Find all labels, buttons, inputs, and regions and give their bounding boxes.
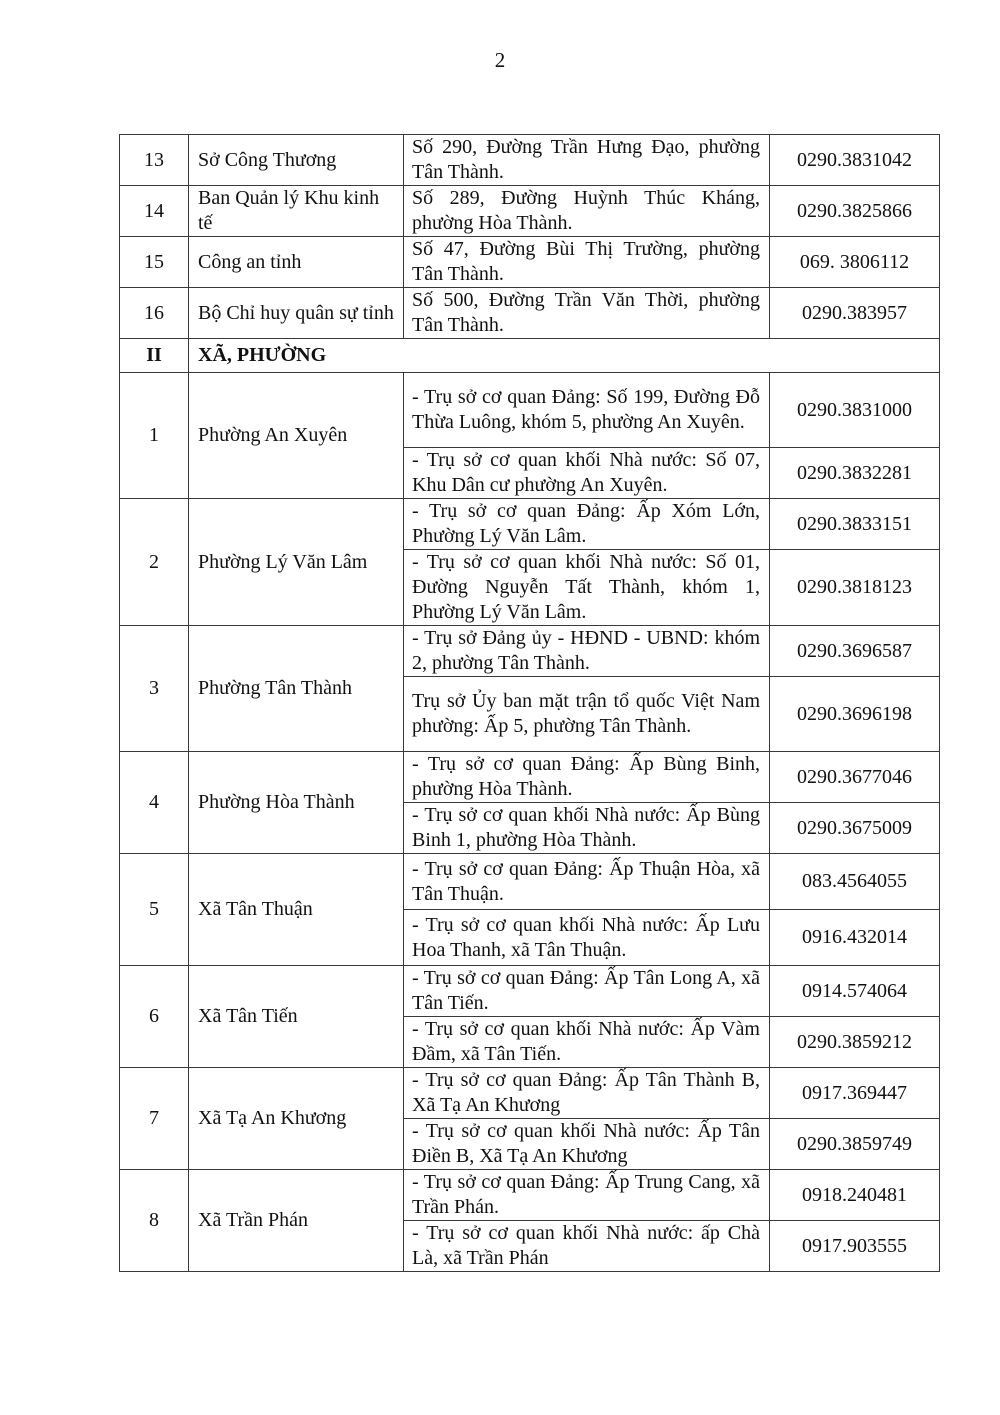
office-address: - Trụ sở cơ quan Đảng: Ấp Bùng Binh, phường Hòa Thành. (404, 752, 770, 803)
office-address: Trụ sở Ủy ban mặt trận tổ quốc Việt Nam phường: Ấp 5, phường Tân Thành. (404, 677, 770, 752)
office-address: - Trụ sở cơ quan Đảng: Ấp Tân Thành B, Xã Tạ An Khương (404, 1068, 770, 1119)
office-address: - Trụ sở cơ quan khối Nhà nước: Số 01, Đường Nguyễn Tất Thành, khóm 1, Phường Lý Văn Lâm. (404, 550, 770, 626)
office-phone: 0290.3675009 (770, 803, 940, 854)
office-phone: 0290.3859749 (770, 1119, 940, 1170)
agency-name: Công an tỉnh (189, 237, 404, 288)
unit-name: Phường Tân Thành (189, 626, 404, 752)
page-number: 2 (494, 48, 506, 72)
office-phone: 0918.240481 (770, 1170, 940, 1221)
table-row (120, 237, 940, 288)
office-address: - Trụ sở cơ quan khối Nhà nước: ấp Chà Là, xã Trần Phán (404, 1221, 770, 1272)
unit-name: Phường An Xuyên (189, 373, 404, 499)
agency-phone: 0290.3825866 (770, 186, 940, 237)
table-row (120, 752, 940, 803)
table-row (120, 1170, 940, 1221)
unit-name: Xã Tạ An Khương (189, 1068, 404, 1170)
row-number: 13 (120, 135, 189, 186)
office-phone: 0290.3859212 (770, 1017, 940, 1068)
agency-phone: 069. 3806112 (770, 237, 940, 288)
unit-number: 7 (120, 1068, 189, 1170)
table-row (120, 499, 940, 550)
office-phone: 0290.3832281 (770, 448, 940, 499)
agency-address-table (119, 134, 940, 1272)
unit-name: Xã Tân Tiến (189, 966, 404, 1068)
table-row (120, 373, 940, 448)
office-phone: 0290.3831000 (770, 373, 940, 448)
table-row (120, 186, 940, 237)
office-address: - Trụ sở cơ quan Đảng: Ấp Trung Cang, xã Trần Phán. (404, 1170, 770, 1221)
unit-number: 2 (120, 499, 189, 626)
unit-number: 5 (120, 854, 189, 966)
office-address: - Trụ sở cơ quan Đảng: Ấp Tân Long A, xã Tân Tiến. (404, 966, 770, 1017)
agency-address: Số 47, Đường Bùi Thị Trường, phường Tân Thành. (404, 237, 770, 288)
office-address: - Trụ sở cơ quan khối Nhà nước: Ấp Lưu Hoa Thanh, xã Tân Thuận. (404, 910, 770, 966)
agency-address: Số 290, Đường Trần Hưng Đạo, phường Tân Thành. (404, 135, 770, 186)
office-phone: 083.4564055 (770, 854, 940, 910)
office-address: - Trụ sở cơ quan khối Nhà nước: Số 07, Khu Dân cư phường An Xuyên. (404, 448, 770, 499)
office-address: - Trụ sở cơ quan Đảng: Ấp Thuận Hòa, xã Tân Thuận. (404, 854, 770, 910)
table-row (120, 626, 940, 677)
office-address: - Trụ sở cơ quan khối Nhà nước: Ấp Tân Điền B, Xã Tạ An Khương (404, 1119, 770, 1170)
office-phone: 0290.3696198 (770, 677, 940, 752)
office-phone: 0290.3677046 (770, 752, 940, 803)
agency-name: Bộ Chỉ huy quân sự tỉnh (189, 288, 404, 339)
unit-number: 3 (120, 626, 189, 752)
unit-number: 8 (120, 1170, 189, 1272)
office-phone: 0914.574064 (770, 966, 940, 1017)
agency-address: Số 289, Đường Huỳnh Thúc Kháng, phường Hòa Thành. (404, 186, 770, 237)
office-phone: 0290.3833151 (770, 499, 940, 550)
unit-number: 1 (120, 373, 189, 499)
office-address: - Trụ sở cơ quan Đảng: Ấp Xóm Lớn, Phường Lý Văn Lâm. (404, 499, 770, 550)
row-number: 16 (120, 288, 189, 339)
section-title: XÃ, PHƯỜNG (189, 339, 940, 373)
section-header-row (120, 339, 940, 373)
section-numeral: II (120, 339, 189, 373)
unit-name: Xã Tân Thuận (189, 854, 404, 966)
office-address: - Trụ sở cơ quan khối Nhà nước: Ấp Bùng Binh 1, phường Hòa Thành. (404, 803, 770, 854)
office-phone: 0290.3818123 (770, 550, 940, 626)
unit-number: 4 (120, 752, 189, 854)
agency-address: Số 500, Đường Trần Văn Thời, phường Tân Thành. (404, 288, 770, 339)
unit-name: Phường Lý Văn Lâm (189, 499, 404, 626)
unit-name: Xã Trần Phán (189, 1170, 404, 1272)
office-phone: 0917.369447 (770, 1068, 940, 1119)
office-address: - Trụ sở cơ quan khối Nhà nước: Ấp Vàm Đầm, xã Tân Tiến. (404, 1017, 770, 1068)
table-row (120, 1068, 940, 1119)
table-row (120, 854, 940, 910)
table-row (120, 966, 940, 1017)
unit-name: Phường Hòa Thành (189, 752, 404, 854)
office-address: - Trụ sở cơ quan Đảng: Số 199, Đường Đỗ Thừa Luông, khóm 5, phường An Xuyên. (404, 373, 770, 448)
agency-name: Ban Quản lý Khu kinh tế (189, 186, 404, 237)
agency-phone: 0290.383957 (770, 288, 940, 339)
table-row (120, 135, 940, 186)
row-number: 14 (120, 186, 189, 237)
agency-phone: 0290.3831042 (770, 135, 940, 186)
office-phone: 0917.903555 (770, 1221, 940, 1272)
unit-number: 6 (120, 966, 189, 1068)
office-phone: 0916.432014 (770, 910, 940, 966)
agency-name: Sở Công Thương (189, 135, 404, 186)
row-number: 15 (120, 237, 189, 288)
table-row (120, 288, 940, 339)
office-address: - Trụ sở Đảng ủy - HĐND - UBND: khóm 2, phường Tân Thành. (404, 626, 770, 677)
office-phone: 0290.3696587 (770, 626, 940, 677)
